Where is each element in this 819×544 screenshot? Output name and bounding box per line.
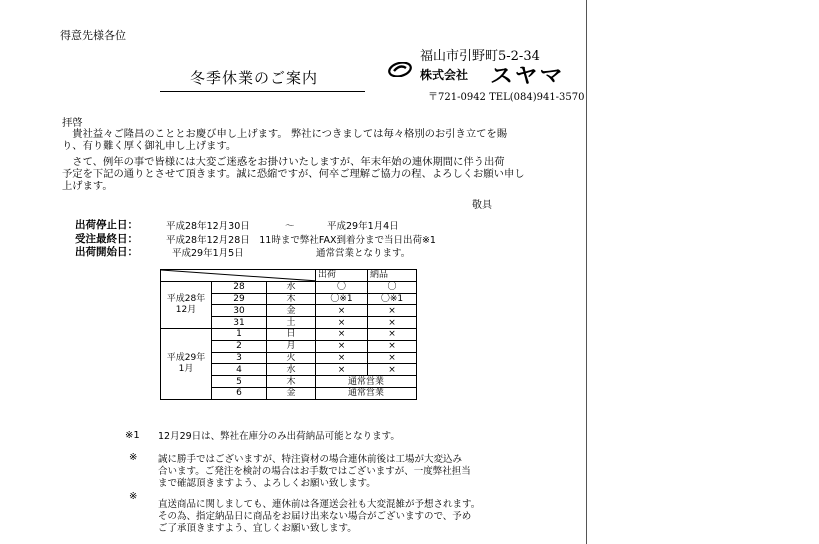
weekday-cell: 金 — [267, 305, 316, 317]
day-cell: 29 — [212, 293, 267, 305]
delivery-cell: × — [368, 352, 417, 364]
day-cell: 1 — [212, 328, 267, 340]
stop-from: 平成28年12月30日 — [166, 221, 250, 232]
month-group-jan: 平成29年 1月 — [161, 328, 212, 399]
header-delivery: 納品 — [368, 270, 417, 282]
weekday-cell: 金 — [267, 387, 316, 399]
company-kind: 株式会社 — [420, 68, 469, 82]
note-line: ご了承頂きますよう、宜しくお願い致します。 — [158, 523, 357, 534]
shipping-cell: × — [316, 352, 368, 364]
page-edge-line — [586, 0, 587, 544]
day-cell: 30 — [212, 305, 267, 317]
note-mark: ※1 — [125, 430, 140, 441]
day-cell: 28 — [212, 281, 267, 293]
note-line: 直送商品に関しましても、連休前は各運送会社も大変混雑が予想されます。 — [158, 499, 481, 510]
table-row — [161, 281, 417, 293]
resume-note: 通常営業となります。 — [316, 248, 411, 259]
body-line: 上げます。 — [62, 180, 113, 192]
holiday-schedule-table — [160, 269, 417, 400]
note-line: 誠に勝手ではございますが、特注資材の場合連休前後は工場が大変込み — [158, 454, 463, 465]
day-cell: 6 — [212, 387, 267, 399]
weekday-cell: 木 — [267, 376, 316, 388]
opening: 拝啓 — [62, 117, 83, 129]
stop-to: 平成29年1月4日 — [327, 221, 399, 232]
normal-business-cell: 通常営業 — [316, 387, 417, 399]
shipping-cell: 〇※1 — [316, 293, 368, 305]
delivery-cell: × — [368, 305, 417, 317]
order-label: 受注最終日： — [75, 233, 138, 245]
header-diagonal-cell — [161, 270, 316, 282]
shipping-cell: × — [316, 364, 368, 376]
weekday-cell: 土 — [267, 317, 316, 329]
weekday-cell: 日 — [267, 328, 316, 340]
note-line: 12月29日は、弊社在庫分のみ出荷納品可能となります。 — [158, 431, 400, 442]
company-logo-icon — [388, 62, 412, 77]
header-shipping: 出荷 — [316, 270, 368, 282]
day-cell: 3 — [212, 352, 267, 364]
shipping-cell: × — [316, 317, 368, 329]
note-mark: ※ — [129, 491, 138, 502]
delivery-cell: × — [368, 364, 417, 376]
table-header-row — [161, 270, 417, 282]
table-row — [161, 328, 417, 340]
order-value: 平成28年12月28日 11時まで弊社FAX到着分まで当日出荷※1 — [166, 235, 436, 246]
body-line: 貴社益々ご隆昌のこととお慶び申し上げます。 弊社につきましては毎々格別のお引き立てを賜 — [62, 128, 508, 140]
shipping-cell: × — [316, 328, 368, 340]
weekday-cell: 水 — [267, 364, 316, 376]
company-address: 福山市引野町5-2-34 — [420, 49, 540, 64]
title-underline — [160, 91, 365, 92]
company-name: スヤマ — [490, 64, 565, 88]
delivery-cell: × — [368, 317, 417, 329]
delivery-cell: × — [368, 328, 417, 340]
body-line: り、有り難く厚く御礼申し上げます。 — [62, 140, 237, 152]
stop-label: 出荷停止日： — [75, 219, 138, 231]
delivery-cell: 〇※1 — [368, 293, 417, 305]
weekday-cell: 木 — [267, 293, 316, 305]
company-postal-tel: 〒721-0942 TEL(084)941-3570 — [428, 92, 585, 103]
weekday-cell: 火 — [267, 352, 316, 364]
stop-tilde: ～ — [285, 221, 295, 232]
delivery-cell: × — [368, 340, 417, 352]
shipping-cell: × — [316, 305, 368, 317]
day-cell: 5 — [212, 376, 267, 388]
note-mark: ※ — [129, 452, 138, 463]
normal-business-cell: 通常営業 — [316, 376, 417, 388]
page-title: 冬季休業のご案内 — [190, 69, 319, 87]
diagonal-line — [161, 270, 315, 281]
body-line: 予定を下記の通りとさせて頂きます。誠に恐縮ですが、何卒ご理解ご協力の程、よろしくお願い申し — [62, 168, 525, 180]
addressee: 得意先様各位 — [60, 29, 126, 42]
resume-label: 出荷開始日： — [75, 246, 138, 258]
closing: 敬具 — [472, 200, 492, 211]
shipping-cell: 〇 — [316, 281, 368, 293]
resume-value: 平成29年1月5日 — [172, 248, 244, 259]
weekday-cell: 水 — [267, 281, 316, 293]
delivery-cell: 〇 — [368, 281, 417, 293]
day-cell: 4 — [212, 364, 267, 376]
note-line: まで確認頂きますよう、よろしくお願い致します。 — [158, 478, 376, 489]
day-cell: 2 — [212, 340, 267, 352]
body-line: さて、例年の事で皆様には大変ご迷惑をお掛けいたしますが、年末年始の連休期間に伴う出荷 — [62, 156, 505, 168]
shipping-cell: × — [316, 340, 368, 352]
note-line: その為、指定納品日に商品をお届け出来ない場合がございますので、予め — [158, 511, 472, 522]
month-group-dec: 平成28年 12月 — [161, 281, 212, 328]
note-line: 合います。ご発注を検討の場合はお手数ではございますが、一度弊社担当 — [158, 466, 471, 477]
day-cell: 31 — [212, 317, 267, 329]
weekday-cell: 月 — [267, 340, 316, 352]
